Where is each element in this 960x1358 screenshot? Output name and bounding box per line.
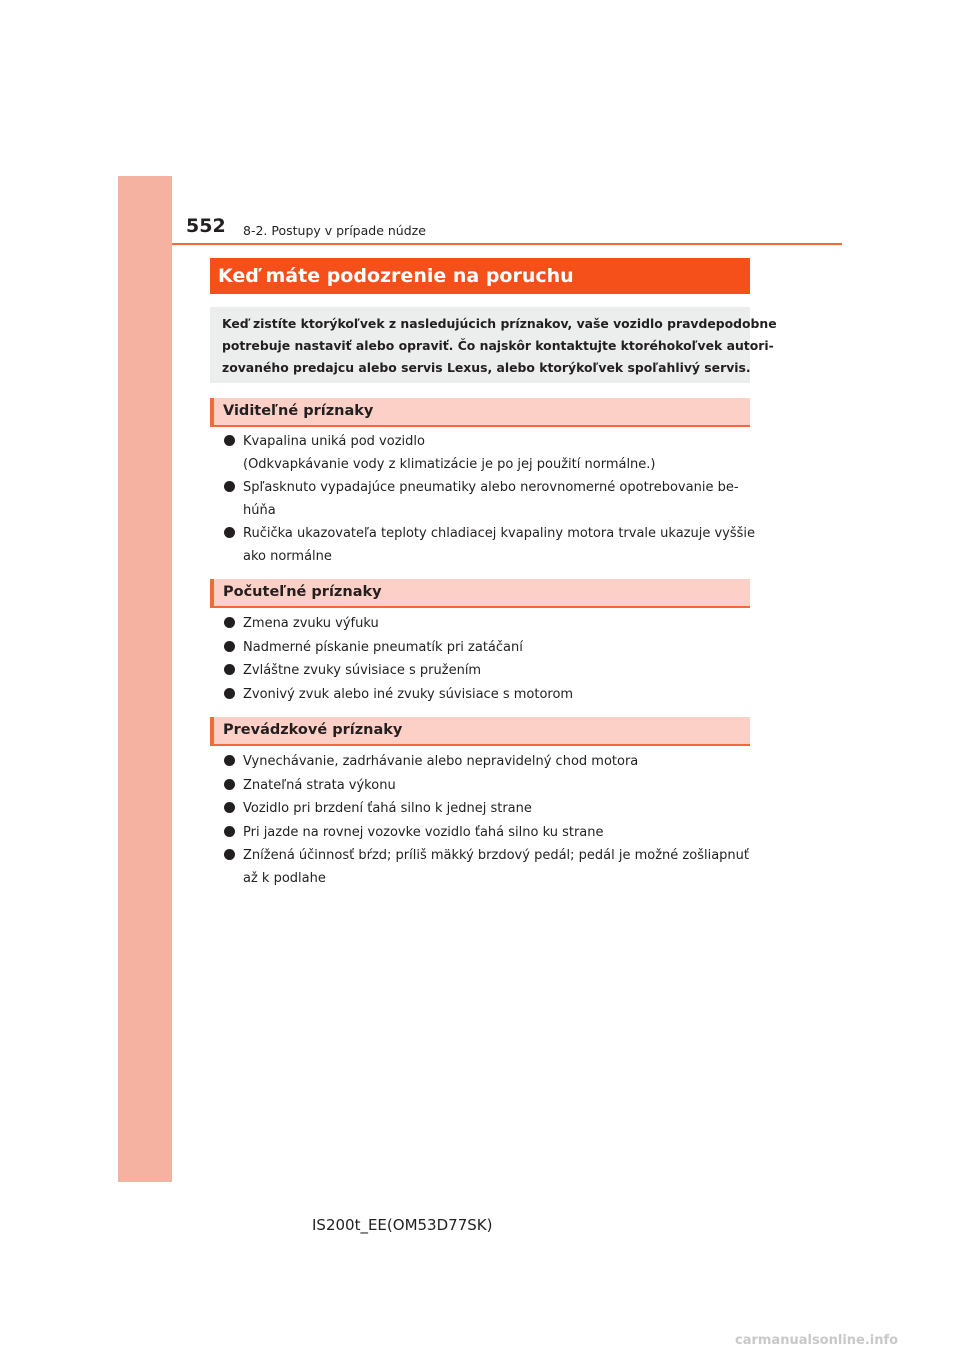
item-line: Pri jazde na rovnej vozovke vozidlo ťahá silno ku strane — [243, 824, 604, 840]
operational-symptoms-list — [222, 751, 752, 891]
subheading-audible-symptoms: Počuteľné príznaky — [210, 579, 750, 608]
item-line: Zmena zvuku výfuku — [243, 616, 379, 631]
intro-line: zovaného predajcu alebo servis Lexus, alebo ktorýkoľvek spoľahlivý servis. — [222, 360, 751, 375]
audible-symptoms-list — [222, 613, 752, 707]
item-line: až k podlahe — [243, 870, 326, 886]
section-reference: 8-2. Postupy v prípade núdze — [243, 223, 426, 238]
intro-line: potrebuje nastaviť alebo opraviť. Čo najskôr kontaktujte ktoréhokoľvek autori- — [222, 338, 774, 353]
bullet-icon — [224, 826, 235, 837]
item-line: Vynechávanie, zadrhávanie alebo nepravidelný chod motora — [243, 754, 639, 769]
bullet-icon — [224, 755, 235, 766]
item-line: Ručička ukazovateľa teploty chladiacej kvapaliny motora trvale ukazuje vyššie — [243, 526, 756, 541]
bullet-icon — [224, 849, 235, 860]
item-line: húňa — [243, 502, 276, 518]
item-line: Znateľná strata výkonu — [243, 777, 396, 793]
main-title: Keď máte podozrenie na poruchu — [210, 258, 750, 294]
item-line: Zvonivý zvuk alebo iné zvuky súvisiace s motorom — [243, 686, 574, 702]
bullet-icon — [224, 481, 235, 492]
list-item — [222, 613, 752, 636]
list-item — [222, 775, 752, 798]
list-item — [222, 637, 752, 660]
bullet-icon — [224, 664, 235, 675]
watermark: carmanualsonline.info — [735, 1333, 899, 1348]
item-line: Vozidlo pri brzdení ťahá silno k jednej strane — [243, 801, 532, 816]
list-item — [222, 822, 752, 845]
bullet-icon — [224, 688, 235, 699]
subheading-visible-symptoms: Viditeľné príznaky — [210, 398, 750, 427]
list-item — [222, 751, 752, 774]
list-item — [222, 523, 756, 568]
list-item — [222, 684, 752, 707]
list-item — [222, 660, 752, 683]
list-item — [222, 431, 752, 476]
item-line: Kvapalina uniká pod vozidlo — [243, 434, 425, 449]
bullet-icon — [224, 435, 235, 446]
header-rule — [172, 243, 842, 245]
item-line: Spľasknuto vypadajúce pneumatiky alebo nerovnomerné opotrebovanie be- — [243, 480, 739, 495]
subheading-operational-symptoms: Prevádzkové príznaky — [210, 717, 750, 746]
list-item — [222, 798, 752, 821]
bullet-icon — [224, 802, 235, 813]
visible-symptoms-list — [222, 431, 756, 569]
item-line: ako normálne — [243, 548, 332, 564]
item-line: Zvláštne zvuky súvisiace s pružením — [243, 663, 482, 678]
item-line: Znížená účinnosť bŕzd; príliš mäkký brzdový pedál; pedál je možné zošliapnuť — [243, 848, 749, 863]
page-number: 552 — [186, 215, 226, 237]
item-line: (Odkvapkávanie vody z klimatizácie je po jej použití normálne.) — [243, 456, 656, 472]
list-item — [222, 845, 752, 890]
item-line: Nadmerné pískanie pneumatík pri zatáčaní — [243, 639, 523, 655]
intro-box — [210, 307, 777, 383]
manual-code: IS200t_EE(OM53D77SK) — [312, 1216, 493, 1234]
bullet-icon — [224, 641, 235, 652]
bullet-icon — [224, 527, 235, 538]
intro-line: Keď zistíte ktorýkoľvek z nasledujúcich príznakov, vaše vozidlo pravdepodobne — [222, 316, 777, 331]
list-item — [222, 477, 752, 522]
chapter-side-tab — [118, 176, 172, 1182]
bullet-icon — [224, 779, 235, 790]
bullet-icon — [224, 617, 235, 628]
